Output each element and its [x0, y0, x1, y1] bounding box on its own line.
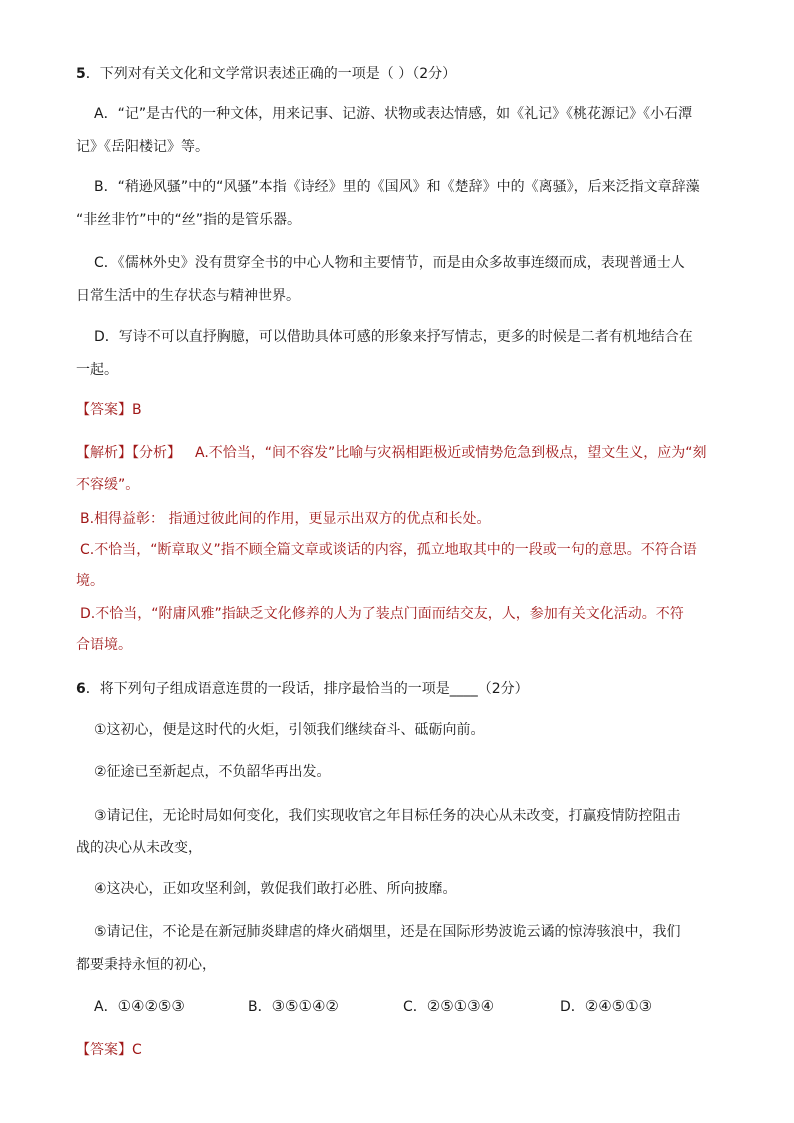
- q6-answer: [76, 1040, 142, 1060]
- q6-option-d-value: ②④⑤①③: [584, 997, 653, 1015]
- q6-sentence-3-line1: ③请记住，无论时局如何变化，我们实现收官之年目标任务的决心从未改变，打赢疫情防控阻击: [94, 808, 681, 824]
- q5-exp-c-line1: C.不恰当，“断章取义”指不顾全篇文章或谈话的内容，孤立地取其中的一段或一句的意思。不符合语: [80, 542, 697, 558]
- q6-option-b: [248, 996, 339, 1017]
- q6-number: 6: [76, 681, 86, 697]
- q5-answer-label: 【答案】: [76, 402, 132, 418]
- q6-option-b-letter: B．: [248, 999, 272, 1015]
- q6-stem-text: ．将下列句子组成语意连贯的一段话，排序最恰当的一项是____（2分）: [85, 681, 529, 697]
- q6-option-d-letter: D．: [560, 999, 585, 1015]
- q5-exp-a-line2: 不容缓”。: [76, 477, 140, 493]
- q5-answer-value: B: [132, 402, 142, 418]
- q5-option-c-line2: 日常生活中的生存状态与精神世界。: [76, 288, 300, 304]
- q5-stem: [76, 64, 456, 84]
- q5-exp-d-line1: D.不恰当，“附庸风雅”指缺乏文化修养的人为了装点门面而结交友，人，参加有关文化活动。不符: [80, 606, 684, 622]
- q6-option-b-value: ③⑤①④②: [271, 997, 339, 1015]
- q6-option-d: [560, 996, 652, 1017]
- q6-answer-label: 【答案】: [76, 1042, 132, 1058]
- q6-answer-value: C: [132, 1042, 142, 1058]
- q5-option-d-line2: 一起。: [76, 362, 118, 378]
- q5-option-a-line2: 记》《岳阳楼记》等。: [76, 139, 209, 155]
- q6-option-a-letter: A．: [94, 999, 118, 1015]
- q6-option-c-value: ②⑤①③④: [426, 997, 495, 1015]
- q6-sentence-5-line2: 都要秉持永恒的初心，: [76, 957, 216, 973]
- q6-sentence-1: ①这初心，便是这时代的火炬，引领我们继续奋斗、砥砺向前。: [94, 722, 485, 738]
- q6-option-a-value: ①④②⑤③: [117, 997, 185, 1015]
- q6-sentence-5-line1: ⑤请记住，不论是在新冠肺炎肆虐的烽火硝烟里，还是在国际形势波诡云谲的惊涛骇浪中，我们: [94, 924, 681, 940]
- q5-stem-text: ．下列对有关文化和文学常识表述正确的一项是（ ）（2分）: [85, 66, 457, 82]
- q5-analysis-line1: [76, 443, 707, 463]
- q5-number: 5: [76, 66, 86, 82]
- q6-option-c-letter: C．: [403, 999, 427, 1015]
- q5-analysis-label: 【解析】【分析】: [76, 445, 181, 461]
- q5-exp-a-line1: A.不恰当，“间不容发”比喻与灾祸相距极近或情势危急到极点，望文生义，应为“刻: [195, 445, 707, 461]
- q6-option-a: [94, 996, 185, 1017]
- q5-option-b-line1: B．“稍逊风骚”中的“风骚”本指《诗经》里的《国风》和《楚辞》中的《离骚》，后来泛指文章辞藻: [94, 179, 700, 195]
- q5-option-d-line1: D．写诗不可以直抒胸臆，可以借助具体可感的形象来抒写情志，更多的时候是二者有机地结合在: [94, 329, 693, 345]
- q5-exp-c-line2: 境。: [76, 573, 104, 589]
- q6-sentence-3-line2: 战的决心从未改变，: [76, 840, 202, 856]
- q6-option-c: [403, 996, 494, 1017]
- q6-sentence-4: ④这决心，正如攻坚利剑，敦促我们敢打必胜、所向披靡。: [94, 881, 457, 897]
- q6-stem: [76, 679, 529, 699]
- q5-exp-d-line2: 合语境。: [76, 637, 132, 653]
- q5-option-a-line1: A．“记”是古代的一种文体，用来记事、记游、状物或表达情感，如《礼记》《桃花源记》《小石潭: [94, 106, 693, 122]
- q5-answer: [76, 400, 142, 420]
- q5-exp-b: B.相得益彰： 指通过彼此间的作用，更显示出双方的优点和长处。: [80, 511, 491, 527]
- q5-option-c-line1: C．《儒林外史》没有贯穿全书的中心人物和主要情节，而是由众多故事连缀而成，表现普通士人: [94, 255, 685, 271]
- q6-sentence-2: ②征途已至新起点，不负韶华再出发。: [94, 764, 331, 780]
- q5-option-b-line2: “非丝非竹”中的“丝”指的是管乐器。: [76, 212, 302, 228]
